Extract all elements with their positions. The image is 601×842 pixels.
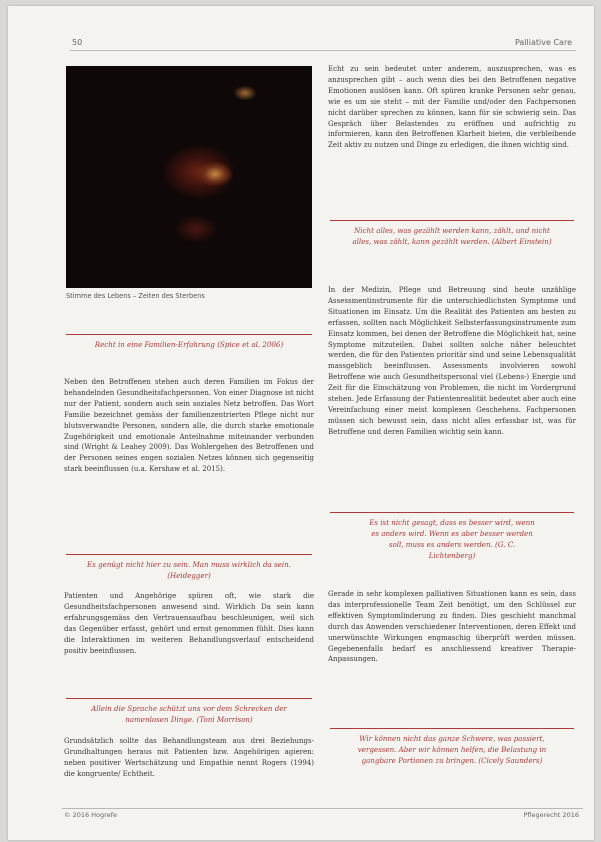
quote-rule	[330, 220, 574, 221]
header-divider	[70, 50, 576, 51]
quote-text: Es genügt nicht hier zu sein. Man muss wirklich da sein. (Heidegger)	[87, 560, 291, 580]
photo-highlight	[234, 86, 256, 100]
paragraph: In der Medizin, Pflege und Betreuung sind heute unzählige Assessmentinstrumente für die unterschiedlichsten Symptome und Situationen im Einsatz. Um die Realität des Patienten am besten zu erfassen, sollten nach Möglichkeit Selbsterfassungsinstrumente zum Einsatz kommen, bei denen der Betroffene die Möglichkeit hat, seine Symptome mitzuteilen. Dabei sollten solche näher beleuchtet werden, die für den Patienten prioritär sind und seine Lebensqualität massgeblich beeinflussen. Assessments involvieren sowohl Betroffene wie auch Gesundheitspersonal viel (Lebens-) Energie und Zeit für die Einschätzung von Problemen, die nicht im Vordergrund stehen. Jede Erfassung der Patientenrealität bedeutet aber auch eine Vereinfachung einer meist komplexen Geschehens. Fachpersonen müssen sich bewusst sein, dass nicht alles erfassbar ist, was für Betroffene und deren Familien wichtig sein kann.	[328, 286, 576, 436]
quote-text: Nicht alles, was gezählt werden kann, zählt, und nicht alles, was zählt, kann gezählt werden. (Albert Einstein)	[352, 226, 552, 246]
quote-rule	[66, 554, 312, 555]
paragraph: Gerade in sehr komplexen palliativen Situationen kann es sein, dass das interprofessionelle Team Zeit benötigt, um den Schlüssel zur effektiven Symptomlinderung zu finden. Dies geschieht manchmal durch das Anwenden verschiedener Interventionen, deren Effekt und unerwünschte Wirkungen engmaschig überprüft werden müssen. Gegebenenfalls bedarf es anschliessend kreativer Therapie-Anpassungen.	[328, 590, 576, 664]
pull-quote	[66, 554, 312, 581]
paragraph: Neben den Betroffenen stehen auch deren Familien im Fokus der behandelnden Gesundheitsfachpersonen. Von einer Diagnose ist nicht nur der Patient, sondern auch sein soziales Netz betroffen. Das Wort Familie bezeichnet gemäss der familienzentrierten Pflege nicht nur blutsverwandte Personen, sondern alle, die durch starke emotionale Zugehörigkeit und emotionale Anteilnahme miteinander verbunden sind (Wright & Leahey 2009). Das Wohlergehen des Betroffenen und der Personen seines engen sozialen Netzes können sich gegenseitig stark beeinflussen (u.a. Kershaw et al. 2015).	[64, 378, 314, 474]
quote-rule	[66, 334, 312, 335]
quote-rule	[330, 512, 574, 513]
photo	[66, 66, 312, 288]
quote-text: Allein die Sprache schützt uns vor dem Schrecken der namenlosen Dinge. (Toni Morrison)	[91, 704, 287, 724]
photo-caption: Stimme des Lebens – Zeiten des Sterbens	[66, 292, 205, 300]
paragraph: Patienten und Angehörige spüren oft, wie stark die Gesundheitsfachpersonen anwesend sind. Wirklich Da sein kann erfahrungsgemäss den Vertrauensaufbau beschleunigen, weil sich das Gegenüber erfasst, gehört und ernst genommen fühlt. Dies kann die Interaktionen im weiteren Behandlungsverlauf entscheidend positiv beeinflussen.	[64, 592, 314, 655]
photo-highlight	[176, 216, 216, 242]
section-title: Palliative Care	[514, 38, 572, 47]
quote-text: Wir können nicht das ganze Schwere, was passiert, vergessen. Aber wir können helfen, die Belastung in gangbare Portionen zu bringen. (Cicely Saunders)	[357, 734, 547, 765]
footer-copyright: © 2016 Hogrefe	[64, 811, 117, 819]
quote-rule	[330, 728, 574, 729]
footer-journal: Pflegerecht 2016	[523, 811, 579, 819]
footer-divider	[62, 808, 583, 809]
page-number: 50	[72, 38, 83, 47]
pull-quote	[330, 220, 574, 247]
pull-quote	[330, 512, 574, 561]
pull-quote	[66, 334, 312, 350]
pull-quote	[330, 728, 574, 766]
quote-rule	[66, 698, 312, 699]
paragraph: Echt zu sein bedeutet unter anderem, auszusprechen, was es anzusprechen gibt – auch wenn dies bei den Betroffenen negative Emotionen auslösen kann. Oft spüren kranke Personen sehr genau, wie es um sie steht – mit der Familie und/oder den Fachpersonen nicht darüber sprechen zu können, kann für sie schwierig sein. Das Gespräch über Belastendes zu eröffnen und aufrichtig zu informieren, kann den Betroffenen Klarheit bieten, die verbleibende Zeit aktiv zu nutzen und Dinge zu erledigen, die ihnen wichtig sind.	[328, 65, 576, 150]
pull-quote	[66, 698, 312, 725]
photo-highlight	[198, 162, 232, 186]
quote-text: Es ist nicht gesagt, dass es besser wird, wenn es anders wird. Wenn es aber besser werden soll, muss es anders werden. (G. C. Lichtenberg)	[369, 518, 535, 560]
quote-text: Recht in eine Familien-Erfahrung (Spice et al. 2006)	[94, 340, 284, 349]
paragraph: Grundsätzlich sollte das Behandlungsteam aus drei Beziehungs-Grundhaltungen heraus mit Patienten bzw. Angehörigen agieren: neben positiver Wertschätzung und Empathie nennt Rogers (1994) die kongruente/ Echtheit.	[64, 737, 314, 778]
